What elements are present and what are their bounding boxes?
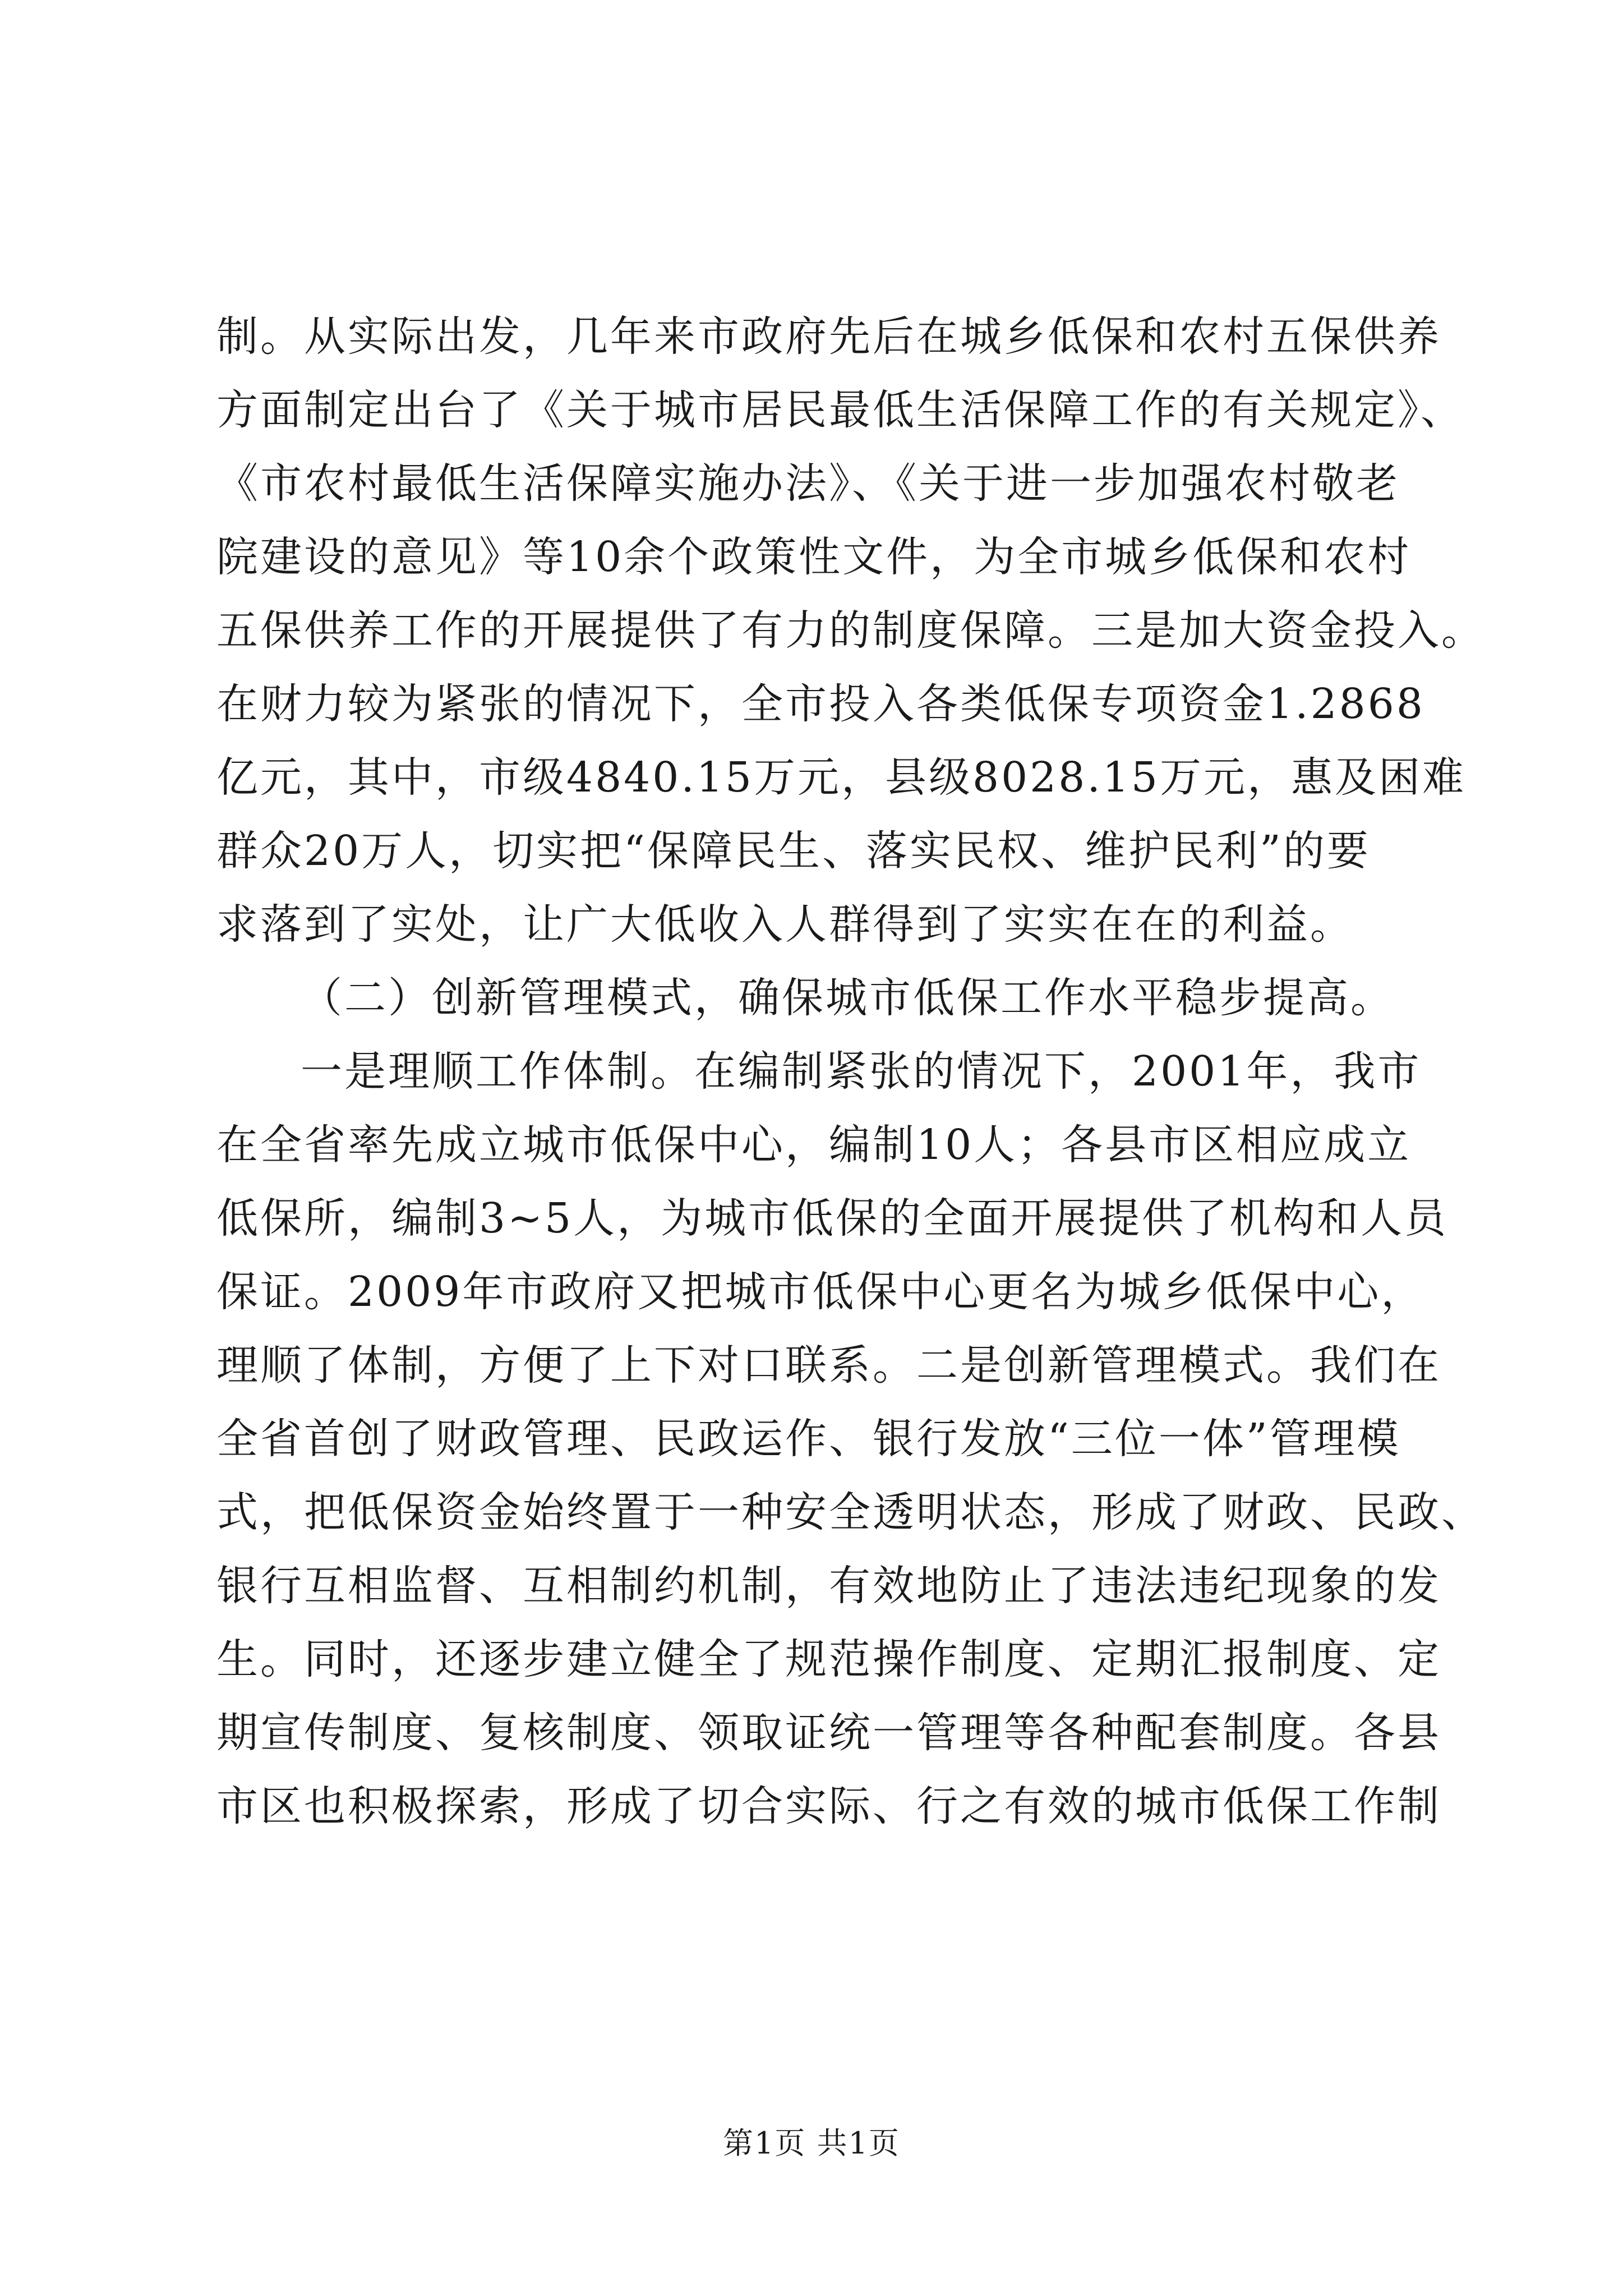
section-heading: （二）创新管理模式，确保城市低保工作水平稳步提高。 [301,974,1394,1022]
text-line: 在财力较为紧张的情况下，全市投入各类低保专项资金1.2868 [216,680,1425,728]
text-line: 低保所，编制3~5人，为城市低保的全面开展提供了机构和人员 [216,1194,1449,1243]
text-line: 在全省率先成立城市低保中心，编制10人；各县市区相应成立 [216,1121,1412,1169]
page-number-footer: 第1页 共1页 [723,2125,900,2161]
text-line: 制。从实际出发，几年来市政府先后在城乡低保和农村五保供养 [216,312,1441,361]
text-line: 院建设的意见》等10余个政策性文件，为全市城乡低保和农村 [216,533,1412,581]
text-line: 理顺了体制，方便了上下对口联系。二是创新管理模式。我们在 [216,1341,1441,1389]
text-line: 群众20万人，切实把“保障民生、落实民权、维护民利”的要 [216,827,1371,875]
text-line: 保证。2009年市政府又把城市低保中心更名为城乡低保中心， [216,1268,1425,1316]
text-line: 银行互相监督、互相制约机制，有效地防止了违法违纪现象的发 [216,1562,1441,1610]
text-line: 生。同时，还逐步建立健全了规范操作制度、定期汇报制度、定 [216,1635,1441,1683]
text-line: 市区也积极探索，形成了切合实际、行之有效的城市低保工作制 [216,1782,1441,1830]
text-line: 全省首创了财政管理、民政运作、银行发放“三位一体”管理模 [216,1415,1401,1463]
text-line: 求落到了实处，让广大低收入人群得到了实实在在的利益。 [216,900,1354,949]
body-text [216,300,1485,1843]
text-line: 《市农村最低生活保障实施办法》、《关于进一步加强农村敬老 [216,459,1400,508]
text-line: 五保供养工作的开展提供了有力的制度保障。三是加大资金投入。 [216,606,1485,655]
text-line: 亿元，其中，市级4840.15万元，县级8028.15万元，惠及困难 [216,753,1467,802]
text-line: 期宣传制度、复核制度、领取证统一管理等各种配套制度。各县 [216,1709,1441,1757]
text-line: 式，把低保资金始终置于一种安全透明状态，形成了财政、民政、 [216,1488,1485,1536]
text-line: 方面制定出台了《关于城市居民最低生活保障工作的有关规定》、 [216,386,1464,434]
paragraph-start-line: 一是理顺工作体制。在编制紧张的情况下，2001年，我市 [301,1047,1422,1096]
